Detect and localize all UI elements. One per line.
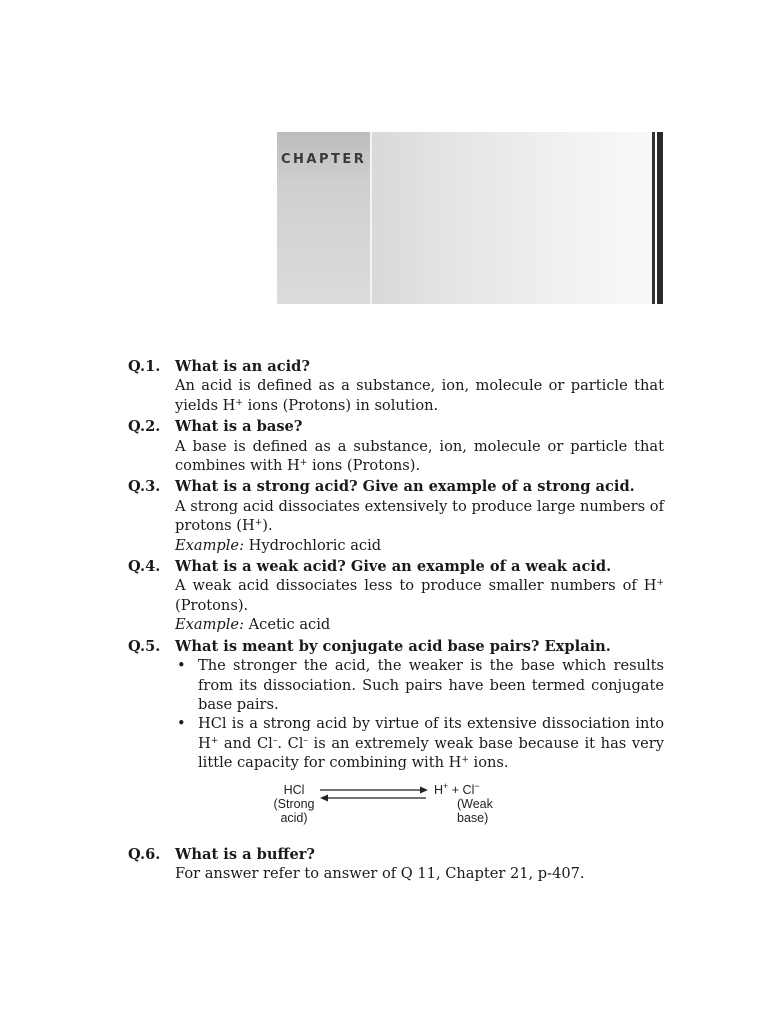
chapter-label: CHAPTER — [281, 152, 367, 167]
question-title: What is meant by conjugate acid base pairs? Explain. — [175, 637, 611, 655]
question-title: What is a buffer? — [175, 845, 315, 863]
bullet-item: • The stronger the acid, the weaker is the base which results from its dissociation. Such pairs have been termed conjugate base pairs. — [177, 657, 664, 713]
question-title: What is a strong acid? Give an example of a strong acid. — [175, 478, 635, 496]
question-3 — [128, 477, 664, 555]
answer-text: A weak acid dissociates less to produce smaller numbers of H+ (Protons). — [175, 577, 664, 614]
bullet-dot-icon: • — [177, 657, 186, 675]
question-title: What is an acid? — [175, 358, 310, 375]
example-line: Example: Hydrochloric acid — [175, 536, 382, 554]
answer-text: A strong acid dissociates extensively to produce large numbers of protons (H+). — [175, 497, 664, 535]
question-number: Q.5. — [128, 637, 161, 655]
question-4 — [128, 557, 664, 635]
diagram-reactant: HCl (Strong acid) — [273, 782, 315, 825]
equilibrium-arrows-icon — [318, 785, 430, 805]
question-6 — [128, 845, 664, 884]
answer-text: An acid is defined as a substance, ion, molecule or particle that yields H+ ions (Protons) in solution. — [175, 377, 664, 414]
banner-edge-bar-thick — [657, 132, 663, 304]
bullet-item: • HCl is a strong acid by virtue of its extensive dissociation into H+ and Cl–. Cl– is an extremely weak base because it has very little capacity for combining with H+ ions. — [177, 715, 664, 772]
example-line: Example: Acetic acid — [175, 616, 331, 634]
banner-left-panel — [277, 132, 372, 304]
bullet-dot-icon: • — [177, 715, 186, 733]
equilibrium-diagram — [128, 780, 664, 843]
question-number: Q.2. — [128, 418, 161, 436]
answer-text: For answer refer to answer of Q 11, Chapter 21, p-407. — [175, 864, 585, 882]
question-5 — [128, 637, 664, 773]
question-1 — [128, 357, 664, 415]
banner-edge-bar-thin — [652, 132, 655, 304]
diagram-products: H+ + Cl− (Weak base) — [434, 780, 493, 825]
question-number: Q.1. — [128, 358, 161, 375]
qa-content — [128, 357, 664, 885]
question-number: Q.3. — [128, 478, 161, 496]
answer-text: A base is defined as a substance, ion, molecule or particle that combines with H+ ions (Protons). — [175, 437, 664, 475]
bullet-list — [175, 656, 664, 772]
question-title: What is a base? — [175, 418, 303, 436]
question-number: Q.4. — [128, 558, 161, 576]
question-title: What is a weak acid? Give an example of a weak acid. — [175, 558, 612, 576]
question-2 — [128, 417, 664, 475]
chapter-banner — [277, 132, 655, 304]
question-number: Q.6. — [128, 845, 161, 863]
